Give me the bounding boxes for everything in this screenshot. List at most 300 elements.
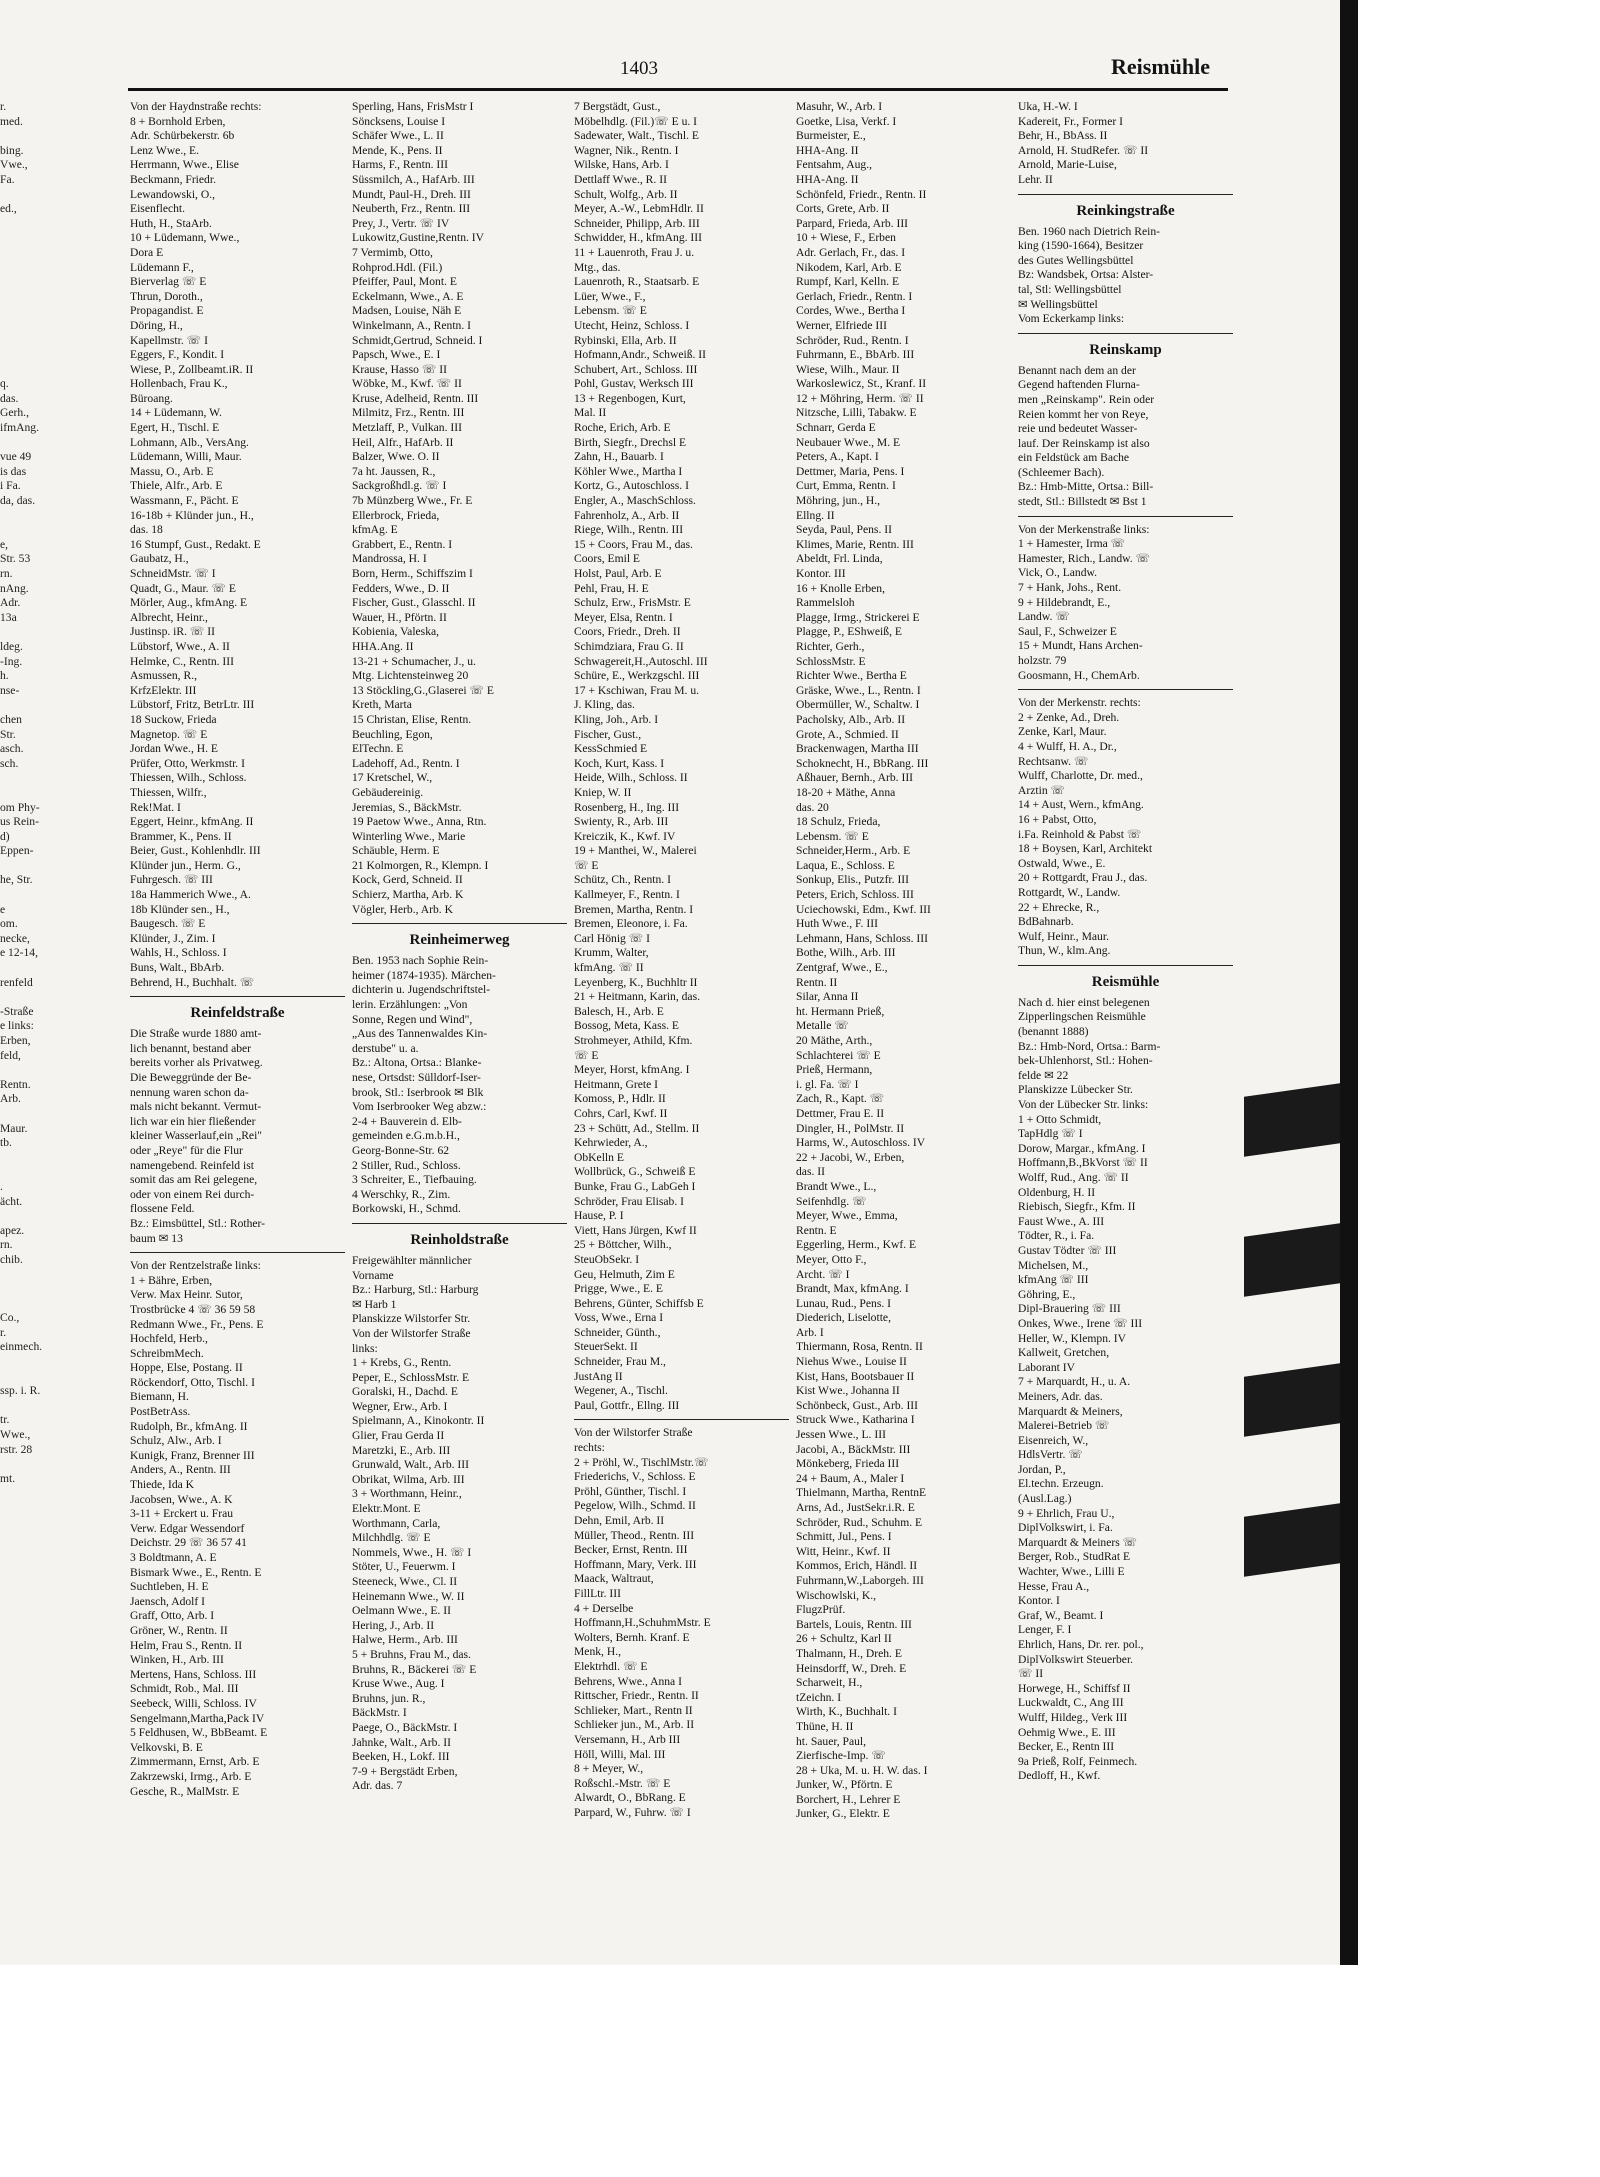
directory-entry: Voss, Wwe., Erna I	[574, 1311, 664, 1325]
edge-shadow	[1244, 1503, 1340, 1576]
directory-entry: 13 + Regenbogen, Kurt,	[574, 391, 686, 405]
directory-entry: Eggerling, Herm., Kwf. E	[796, 1238, 917, 1252]
directory-entry: Schlachterei ☏ E	[796, 1048, 881, 1062]
directory-entry: HdlsVertr. ☏	[1018, 1448, 1083, 1462]
directory-entry: Brandt Wwe., L.,	[796, 1179, 877, 1193]
directory-entry: Bartels, Louis, Rentn. III	[796, 1617, 912, 1631]
directory-entry: 25 + Böttcher, Wilh.,	[574, 1238, 672, 1252]
directory-entry: Pacholsky, Alb., Arb. II	[796, 712, 906, 726]
directory-entry: Huth Wwe., F. III	[796, 917, 878, 931]
directory-entry: Hoffmann,H.,SchuhmMstr. E	[574, 1616, 711, 1630]
fragment-line: rstr. 28	[0, 1442, 33, 1456]
fragment-line	[0, 290, 120, 305]
directory-entry: 8 + Bornhold Erben,	[130, 114, 226, 128]
fragment-line: e 12-14,	[0, 946, 38, 960]
directory-entry: Benannt nach dem an der	[1018, 363, 1136, 377]
directory-entry: Von der Rentzelstraße links:	[130, 1259, 261, 1273]
section-divider	[352, 923, 567, 924]
directory-entry: Verw. Edgar Wessendorf	[130, 1521, 245, 1535]
directory-entry: Kling, Joh., Arb. I	[574, 712, 659, 726]
directory-entry: Köhler Wwe., Martha I	[574, 464, 683, 478]
directory-entry: Scharweit, H.,	[796, 1676, 863, 1690]
directory-entry: Kist, Hans, Bootsbauer II	[796, 1369, 915, 1383]
directory-entry: Prey, J., Vertr. ☏ IV	[352, 216, 450, 230]
directory-entry: Fischer, Gust., Glasschl. II	[352, 596, 476, 610]
directory-entry: Marquardt & Meiners ☏	[1018, 1535, 1138, 1549]
street-heading: Reinheimerweg	[409, 932, 510, 949]
directory-entry: Deichstr. 29 ☏ 36 57 41	[130, 1536, 247, 1550]
directory-entry: 21 + Heitmann, Karin, das.	[574, 990, 700, 1004]
fragment-line	[0, 859, 120, 874]
directory-entry: Klimes, Marie, Rentn. III	[796, 537, 914, 551]
directory-entry: 1 + Krebs, G., Rentn.	[352, 1356, 452, 1370]
directory-entry: 1 + Otto Schmidt,	[1018, 1112, 1102, 1126]
directory-entry: Mandrossa, H. I	[352, 552, 427, 566]
edge-shadow	[1244, 1223, 1340, 1296]
directory-entry: Parpard, W., Fuhrw. ☏ I	[574, 1805, 691, 1819]
directory-entry: Asmussen, R.,	[130, 669, 197, 683]
directory-entry: Rybinski, Ella, Arb. II	[574, 333, 677, 347]
directory-entry: Schütz, Ch., Rentn. I	[574, 873, 671, 887]
directory-entry: 12 + Möhring, Herm. ☏ II	[796, 391, 924, 405]
directory-entry: 18 Schulz, Frieda,	[796, 815, 881, 829]
directory-entry: Lübstorf, Wwe., A. II	[130, 639, 230, 653]
directory-entry: ✉ Harb 1	[352, 1297, 397, 1311]
directory-entry: Faust Wwe., A. III	[1018, 1214, 1105, 1228]
directory-entry: Prüfer, Otto, Werkmstr. I	[130, 756, 245, 770]
directory-entry: Werner, Elfriede III	[796, 318, 887, 332]
fragment-line	[0, 786, 120, 801]
fragment-line	[0, 1370, 120, 1385]
directory-entry: Oehmig Wwe., E. III	[1018, 1725, 1116, 1739]
directory-entry: Schoknecht, H., BbRang. III	[796, 756, 929, 770]
directory-entry: Bierverlag ☏ E	[130, 275, 207, 289]
directory-entry: KrfzElektr. III	[130, 683, 197, 697]
directory-entry: 7 + Hank, Johs., Rent.	[1018, 581, 1122, 595]
directory-entry: Jordan Wwe., H. E	[130, 742, 219, 756]
directory-entry: Maack, Waltraut,	[574, 1572, 654, 1586]
directory-entry: 15 + Mundt, Hans Archen-	[1018, 639, 1143, 653]
fragment-line: Eppen-	[0, 844, 34, 858]
fragment-line: Str.	[0, 727, 16, 741]
fragment-line: bing.	[0, 143, 24, 157]
directory-entry: Krumm, Walter,	[574, 946, 649, 960]
fragment-line: om.	[0, 917, 18, 931]
directory-entry: Wolters, Bernh. Kranf. E	[574, 1630, 690, 1644]
fragment-line: he, Str.	[0, 873, 33, 887]
directory-entry: 7 Bergstädt, Gust.,	[574, 100, 661, 113]
fragment-line: chib.	[0, 1252, 23, 1266]
directory-entry: 7 Vermimb, Otto,	[352, 245, 433, 259]
directory-entry: Ellng. II	[796, 508, 835, 522]
directory-entry: 2-4 + Bauverein d. Elb-	[352, 1114, 462, 1128]
directory-entry: Kallmeyer, F., Rentn. I	[574, 888, 680, 902]
directory-entry: dichterin u. Jugendschriftstel-	[352, 983, 491, 997]
directory-entry: 15 + Coors, Frau M., das.	[574, 537, 693, 551]
section-divider	[130, 1252, 345, 1253]
directory-entry: Mtg., das.	[574, 260, 621, 274]
directory-entry: FlugzPrüf.	[796, 1603, 846, 1617]
directory-entry: Gebäudereinig.	[352, 785, 424, 799]
directory-entry: Wirth, K., Buchhalt. I	[796, 1705, 897, 1719]
directory-entry: (Schleemer Bach).	[1018, 465, 1105, 479]
directory-entry: felde ✉ 22	[1018, 1068, 1069, 1082]
directory-entry: Bremen, Martha, Rentn. I	[574, 902, 694, 916]
directory-entry: 14 + Aust, Wern., kfmAng.	[1018, 798, 1144, 812]
street-heading: Reinkingstraße	[1076, 202, 1175, 219]
fragment-line	[0, 990, 120, 1005]
directory-entry: Goosmann, H., ChemArb.	[1018, 668, 1140, 682]
directory-entry: ein Feldstück am Bache	[1018, 451, 1130, 465]
directory-entry: 7a ht. Jaussen, R.,	[352, 464, 436, 478]
directory-entry: 17 Kretschel, W.,	[352, 771, 433, 785]
directory-entry: Meyer, A.-W., LebmHdlr. II	[574, 202, 704, 216]
directory-entry: kfmAng ☏ III	[1018, 1273, 1089, 1287]
directory-entry: Wollbrück, G., Schweiß E	[574, 1165, 696, 1179]
directory-entry: Gustav Tödter ☏ III	[1018, 1243, 1117, 1257]
directory-entry: Egert, H., Tischl. E	[130, 421, 220, 435]
fragment-line: r.	[0, 100, 7, 113]
directory-entry: Freigewählter männlicher	[352, 1253, 472, 1267]
directory-entry: ☏ E	[574, 858, 599, 872]
directory-entry: ElTechn. E	[352, 742, 404, 756]
directory-entry: 24 + Baum, A., Maler I	[796, 1471, 905, 1485]
directory-entry: DiplVolkswirt, i. Fa.	[1018, 1521, 1113, 1535]
directory-entry: Beeken, H., Lokf. III	[352, 1750, 450, 1764]
directory-entry: Zach, R., Kapt. ☏	[796, 1092, 885, 1106]
directory-entry: Hochfeld, Herb.,	[130, 1332, 208, 1346]
directory-entry: Meyer, Wwe., Emma,	[796, 1209, 898, 1223]
directory-entry: Ladehoff, Ad., Rentn. I	[352, 756, 460, 770]
directory-entry: Coors, Friedr., Dreh. II	[574, 625, 681, 639]
directory-entry: Adr. Schürbekerstr. 6b	[130, 129, 235, 143]
directory-entry: Kunigk, Franz, Brenner III	[130, 1448, 255, 1462]
directory-entry: Kadereit, Fr., Former I	[1018, 114, 1123, 128]
directory-entry: 5 Feldhusen, W., BbBeamt. E	[130, 1726, 268, 1740]
directory-entry: Wilske, Hans, Arb. I	[574, 158, 669, 172]
directory-entry: Lehmann, Hans, Schloss. III	[796, 931, 929, 945]
directory-entry: Kist Wwe., Johanna II	[796, 1384, 900, 1398]
fragment-line: Rentn.	[0, 1077, 31, 1091]
directory-entry: Halwe, Herm., Arb. III	[352, 1633, 458, 1647]
fragment-line: h.	[0, 669, 9, 683]
directory-entry: Laborant IV	[1018, 1360, 1075, 1374]
directory-entry: Jacobi, A., BäckMstr. III	[796, 1442, 911, 1456]
directory-entry: Aßhauer, Bernh., Arb. III	[796, 771, 914, 785]
directory-entry: Zakrzewski, Irmg., Arb. E	[130, 1769, 252, 1783]
directory-column-2	[352, 100, 567, 1794]
directory-entry: Kreth, Marta	[352, 698, 412, 712]
directory-entry: Beier, Gust., Kohlenhdlr. III	[130, 844, 261, 858]
directory-entry: DiplVolkswirt Steuerber.	[1018, 1652, 1134, 1666]
directory-entry: Fentsahm, Aug.,	[796, 158, 873, 172]
directory-entry: Wassmann, F., Pächt. E	[130, 494, 239, 508]
directory-entry: Kontor. I	[1018, 1594, 1060, 1608]
directory-entry: Thalmann, H., Dreh. E	[796, 1646, 902, 1660]
directory-entry: Born, Herm., Schiffszim I	[352, 567, 473, 580]
directory-entry: Rittscher, Friedr., Rentn. II	[574, 1689, 699, 1703]
directory-entry: Wolff, Rud., Ang. ☏ II	[1018, 1171, 1129, 1184]
directory-entry: SchneidMstr. ☏ I	[130, 567, 216, 580]
directory-entry: Rechtsanw. ☏	[1018, 754, 1089, 768]
directory-entry: Rohprod.Hdl. (Fil.)	[352, 260, 443, 274]
fragment-line: ächt.	[0, 1194, 23, 1208]
directory-entry: Winkelmann, A., Rentn. I	[352, 318, 471, 332]
directory-entry: Sadewater, Walt., Tischl. E	[574, 129, 699, 143]
directory-entry: Bremen, Eleonore, i. Fa.	[574, 917, 688, 931]
directory-entry: Balesch, H., Arb. E	[574, 1004, 664, 1018]
fragment-line: tr.	[0, 1413, 10, 1427]
directory-entry: Arnold, Marie-Luise,	[1018, 158, 1117, 172]
directory-entry: Seifenhdlg. ☏	[796, 1194, 867, 1208]
directory-entry: Mönkeberg, Frieda III	[796, 1457, 900, 1471]
directory-entry: Eisenreich, W.,	[1018, 1433, 1089, 1447]
directory-entry: Fischer, Gust.,	[574, 727, 642, 741]
directory-entry: Meiners, Adr. das.	[1018, 1389, 1103, 1403]
directory-entry: El.techn. Erzeugn.	[1018, 1477, 1104, 1491]
page-number: 1403	[620, 58, 658, 79]
directory-entry: Schmitt, Jul., Pens. I	[796, 1530, 892, 1544]
directory-entry: Cohrs, Carl, Kwf. II	[574, 1106, 668, 1120]
fragment-line: Fa.	[0, 172, 15, 186]
directory-entry: (Ausl.Lag.)	[1018, 1492, 1072, 1506]
running-title: Reismühle	[1111, 54, 1210, 79]
edge-shadow	[1244, 1363, 1340, 1436]
directory-entry: 16-18b + Klünder jun., H.,	[130, 508, 254, 522]
directory-entry: Rammelsloh	[796, 596, 855, 610]
directory-entry: Döring, H.,	[130, 318, 183, 332]
directory-entry: Strohmeyer, Athild, Kfm.	[574, 1034, 693, 1047]
directory-entry: Parpard, Frieda, Arb. III	[796, 216, 909, 230]
directory-entry: Lebensm. ☏ E	[796, 829, 869, 843]
directory-entry: Graff, Otto, Arb. I	[130, 1609, 215, 1623]
directory-entry: Meyer, Otto F.,	[796, 1252, 867, 1266]
directory-entry: Swienty, R., Arb. III	[574, 815, 669, 829]
directory-entry: Ellerbrock, Frieda,	[352, 508, 440, 522]
directory-entry: Helmke, C., Rentn. III	[130, 654, 234, 668]
directory-entry: 4 + Wulff, H. A., Dr.,	[1018, 739, 1117, 753]
directory-entry: namengebend. Reinfeld ist	[130, 1158, 254, 1172]
directory-entry: Stöter, U., Feuerwm. I	[352, 1560, 456, 1574]
fragment-line: 13a	[0, 610, 17, 624]
directory-entry: Hoffmann,B.,BkVorst ☏ II	[1018, 1156, 1148, 1170]
directory-entry: BdBahnarb.	[1018, 915, 1074, 929]
directory-entry: Adr. Gerlach, Fr., das. I	[796, 245, 906, 259]
directory-entry: 18-20 + Mäthe, Anna	[796, 785, 896, 799]
directory-entry: Hering, J., Arb. II	[352, 1618, 435, 1632]
directory-entry: HHA-Ang. II	[796, 172, 859, 186]
directory-entry: Laqua, E., Schloss. E	[796, 858, 895, 872]
directory-entry: Lewandowski, O.,	[130, 187, 216, 201]
directory-entry: Von der Wilstorfer Straße	[352, 1326, 471, 1340]
directory-entry: Peper, E., SchlossMstr. E	[352, 1370, 470, 1384]
fragment-line	[0, 304, 120, 319]
fragment-line: chen	[0, 712, 22, 726]
directory-entry: SteuerSekt. II	[574, 1340, 638, 1354]
directory-entry: Heil, Alfr., HafArb. II	[352, 435, 454, 449]
directory-entry: Hollenbach, Frau K.,	[130, 377, 228, 391]
directory-entry: Michelsen, M.,	[1018, 1258, 1089, 1272]
directory-entry: lauf. Der Reinskamp ist also	[1018, 436, 1150, 450]
directory-entry: Mörler, Aug., kfmAng. E	[130, 596, 248, 610]
directory-entry: Riege, Wilh., Rentn. III	[574, 523, 684, 537]
directory-entry: Arns, Ad., JustSekr.i.R. E	[796, 1501, 915, 1514]
directory-entry: Büroang.	[130, 391, 173, 405]
directory-entry: Mtg. Lichtensteinweg 20	[352, 669, 469, 683]
directory-entry: Eggert, Heinr., kfmAng. II	[130, 815, 254, 829]
directory-entry: Dettlaff Wwe., R. II	[574, 172, 667, 186]
directory-entry: Gräske, Wwe., L., Rentn. I	[796, 683, 921, 697]
directory-entry: Lenz Wwe., E.	[130, 143, 199, 157]
directory-entry: Planskizze Wilstorfer Str.	[352, 1312, 471, 1326]
directory-entry: Jeremias, S., BäckMstr.	[352, 800, 462, 814]
directory-entry: Süssmilch, A., HafArb. III	[352, 172, 475, 186]
directory-entry: Plagge, P., EShweiß, E	[796, 625, 902, 639]
directory-entry: Junker, G., Elektr. E	[796, 1807, 890, 1821]
directory-entry: Adr. das. 7	[352, 1779, 403, 1793]
directory-entry: mals nicht bekannt. Vermut-	[130, 1100, 262, 1114]
directory-entry: das. 18	[130, 523, 163, 537]
fragment-line: nAng.	[0, 581, 29, 595]
directory-entry: Gesche, R., MalMstr. E	[130, 1784, 240, 1798]
directory-entry: SchlossMstr. E	[796, 654, 866, 668]
directory-entry: 22 + Jacobi, W., Erben,	[796, 1150, 905, 1164]
directory-entry: Pegelow, Wilh., Schmd. II	[574, 1499, 696, 1513]
directory-entry: PostBetrAss.	[130, 1405, 191, 1419]
directory-entry: Dedloff, H., Kwf.	[1018, 1769, 1101, 1783]
directory-entry: Fuhrmann,W.,Laborgeh. III	[796, 1573, 924, 1587]
directory-entry: 3 + Worthmann, Heinr.,	[352, 1487, 462, 1501]
directory-entry: Lüer, Wwe., F.,	[574, 289, 646, 303]
directory-entry: ObKelln E	[574, 1150, 624, 1164]
directory-entry: Schönbeck, Gust., Arb. III	[796, 1398, 919, 1412]
directory-entry: Thielmann, Martha, RentnE	[796, 1486, 927, 1500]
directory-entry: Oelmann Wwe., E. II	[352, 1604, 451, 1618]
directory-entry: Meyer, Horst, kfmAng. I	[574, 1063, 690, 1077]
directory-entry: Coors, Emil E	[574, 552, 641, 566]
directory-entry: Archt. ☏ I	[796, 1267, 850, 1281]
directory-entry: Marquardt & Meiners,	[1018, 1404, 1123, 1418]
directory-entry: 19 Paetow Wwe., Anna, Rtn.	[352, 815, 487, 829]
directory-entry: 7 + Marquardt, H., u. A.	[1018, 1375, 1131, 1389]
directory-entry: Röckendorf, Otto, Tischl. I	[130, 1375, 255, 1389]
directory-entry: Georg-Bonne-Str. 62	[352, 1143, 450, 1157]
directory-entry: Rentn. E	[796, 1223, 837, 1237]
fragment-line	[0, 319, 120, 334]
directory-entry: Brammer, K., Pens. II	[130, 829, 232, 843]
directory-entry: Sengelmann,Martha,Pack IV	[130, 1711, 265, 1725]
directory-entry: Pehl, Frau, H. E	[574, 581, 649, 595]
fragment-line	[0, 348, 120, 363]
directory-entry: Graf, W., Beamt. I	[1018, 1608, 1104, 1622]
directory-entry: ☏ E	[574, 1048, 599, 1062]
directory-entry: Gerlach, Friedr., Rentn. I	[796, 289, 913, 303]
directory-entry: Göhring, E.,	[1018, 1287, 1076, 1301]
directory-entry: Hoffmann, Mary, Verk. III	[574, 1557, 697, 1571]
directory-entry: Justinsp. iR. ☏ II	[130, 625, 216, 639]
directory-entry: Kobienia, Valeska,	[352, 625, 440, 639]
fragment-line: Wwe.,	[0, 1428, 31, 1442]
fragment-line: rn.	[0, 1238, 13, 1252]
directory-entry: 18b Klünder sen., H.,	[130, 902, 230, 916]
directory-entry: Buns, Walt., BbArb.	[130, 961, 225, 975]
directory-entry: 9 + Hildebrandt, E.,	[1018, 595, 1111, 609]
scan-border	[1340, 0, 1358, 1965]
directory-entry: Metalle ☏	[796, 1019, 849, 1033]
directory-entry: Bossog, Meta, Kass. E	[574, 1019, 679, 1033]
directory-entry: links:	[352, 1341, 378, 1355]
fragment-line	[0, 1063, 120, 1078]
section-divider	[574, 1419, 789, 1420]
directory-entry: Dora E	[130, 245, 164, 259]
directory-entry: Behrens, Wwe., Anna I	[574, 1674, 682, 1688]
directory-entry: Ostwald, Wwe., E.	[1018, 856, 1106, 870]
fragment-line: ldeg.	[0, 639, 23, 653]
directory-entry: Uciechowski, Edm., Kwf. III	[796, 902, 931, 916]
street-heading: Reismühle	[1091, 973, 1160, 990]
fragment-line	[0, 888, 120, 903]
directory-entry: Behrend, H., Buchhalt. ☏	[130, 975, 255, 989]
fragment-line	[0, 246, 120, 261]
directory-entry: Wöbke, M., Kwf. ☏ II	[352, 377, 462, 391]
section-divider	[1018, 689, 1233, 690]
directory-entry: Burmeister, E.,	[796, 129, 866, 143]
directory-entry: ✉ Wellingsbüttel	[1018, 297, 1098, 311]
directory-entry: Lüdemann F.,	[130, 260, 194, 274]
directory-entry: ht. Hermann Prieß,	[796, 1004, 885, 1018]
directory-entry: Obrikat, Wilma, Arb. III	[352, 1472, 465, 1486]
directory-entry: Thun, W., klm.Ang.	[1018, 944, 1111, 958]
directory-entry: heimer (1874-1935). Märchen-	[352, 968, 496, 982]
directory-entry: Obermüller, W., Schaltw. I	[796, 698, 920, 712]
directory-entry: Schulz, Alw., Arb. I	[130, 1434, 222, 1448]
directory-entry: Schierz, Martha, Arb. K	[352, 888, 464, 902]
directory-entry: Paul, Gottfr., Ellng. III	[574, 1398, 680, 1412]
directory-entry: holzstr. 79	[1018, 654, 1067, 667]
directory-column-4	[796, 100, 1011, 1822]
directory-entry: 13 Stöckling,G.,Glaserei ☏ E	[352, 683, 495, 697]
directory-entry: 13-21 + Schumacher, J., u.	[352, 654, 476, 668]
directory-entry: Bz: Wandsbek, Ortsa: Alster-	[1018, 268, 1154, 282]
directory-entry: Mundt, Paul-H., Dreh. III	[352, 187, 471, 201]
directory-entry: Trostbrücke 4 ☏ 36 59 58	[130, 1302, 256, 1316]
directory-entry: Nitzsche, Lilli, Tabakw. E	[796, 406, 917, 420]
directory-entry: Kontor. III	[796, 567, 846, 580]
directory-entry: Kapellmstr. ☏ I	[130, 333, 208, 347]
fragment-line: ssp. i. R.	[0, 1384, 41, 1398]
directory-entry: Herrmann, Wwe., Elise	[130, 158, 239, 172]
directory-entry: Balzer, Wwe. O. II	[352, 450, 440, 464]
directory-entry: Milmitz, Frz., Rentn. III	[352, 406, 465, 420]
directory-entry: Ehrlich, Hans, Dr. rer. pol.,	[1018, 1638, 1144, 1651]
directory-entry: Dingler, H., PolMstr. II	[796, 1121, 905, 1135]
directory-entry: Von der Wilstorfer Straße	[574, 1426, 693, 1440]
directory-entry: Klünder jun., Herm. G.,	[130, 858, 241, 872]
directory-entry: Schneider, Günth.,	[574, 1325, 661, 1339]
directory-entry: tal, Stl: Wellingsbüttel	[1018, 282, 1122, 296]
fragment-line	[0, 1355, 120, 1370]
directory-entry: SchreibmMech.	[130, 1346, 204, 1360]
directory-entry: Schmidt,Gertrud, Schneid. I	[352, 333, 483, 347]
fragment-line	[0, 1209, 120, 1224]
directory-entry: Onkes, Wwe., Irene ☏ III	[1018, 1316, 1143, 1330]
fragment-line: feld,	[0, 1048, 21, 1062]
directory-entry: ☏ II	[1018, 1667, 1044, 1681]
directory-entry: Maretzki, E., Arb. III	[352, 1443, 451, 1457]
directory-entry: 21 Kolmorgen, R., Klempn. I	[352, 858, 489, 872]
directory-entry: kfmAg. E	[352, 523, 398, 537]
directory-entry: 26 + Schultz, Karl II	[796, 1632, 892, 1646]
